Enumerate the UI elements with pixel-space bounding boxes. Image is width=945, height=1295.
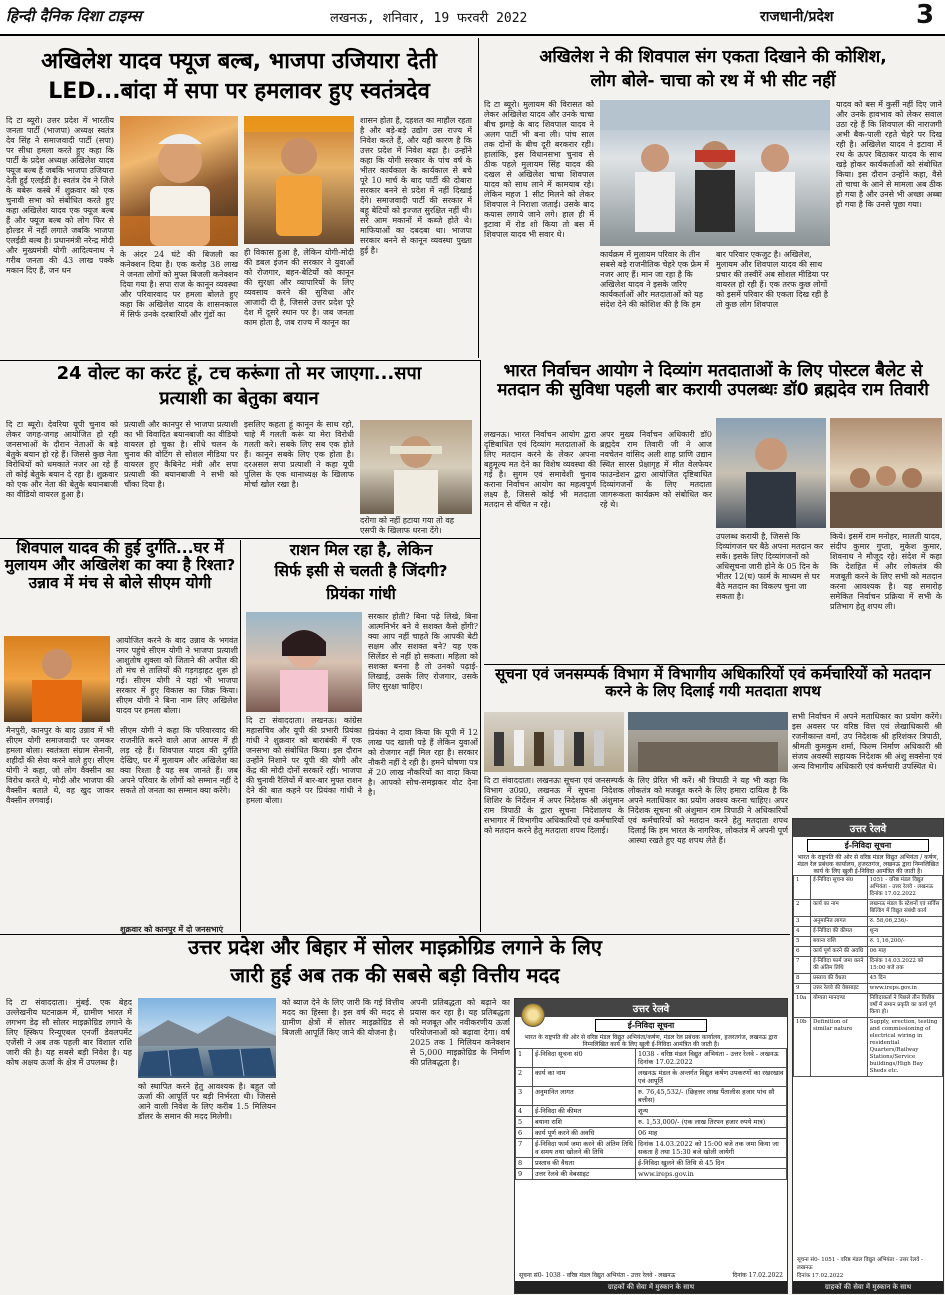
article4-headline: शिवपाल यादव की हुई दुर्गति...घर में मुलायम और अखिलेश का क्या है रिश्ता? उन्नाव में मंच से बोले सीएम योगी: [4, 539, 236, 592]
article8-headline1: उत्तर प्रदेश और बिहार में सोलर माइक्रोग्रिड लगाने के लिए: [188, 935, 602, 959]
article5-text-col1: सरकार होती? बिना पढ़े लिखे, बिना आत्मनिर्भर बने वे सशक्त कैसे होंगी? क्या आप नहीं चाहते कि आपकी बेटी सक्षम और सशक्त बने? यह एक सिलेंडर से नहीं हो सकता। महिला को सशक्त बनना है तो उनको पढ़ाई-लिखाई, उसके लिए रोजगार, उसके लिए सुरक्षा चाहिए।: [368, 612, 478, 691]
article6-caption: उपलब्ध करायी है, जिससे कि दिव्यांगजन घर बैठे अपना मतदान कर सकें। इसके लिए दिव्यांगजनों को अधिसूचना जारी होने के 05 दिन के भीतर 12(घ) फार्म के माध्यम से घर बैठे मतदान का विकल्प चुना जा सकता है।: [716, 532, 824, 601]
ad-banner: उत्तर रेलवे: [515, 999, 787, 1017]
article6-text-col2: अपर मुख्य निर्वाचन अधिकारी डॉ0 ब्रह्मदेव राम तिवारी जी ने आज नवचेतन वांसिद अली शाह प्राणि उद्यान स्थित सारस प्रेक्षागृह में मीत वेलफेयर फाउन्डेशन द्वारा आयोजित दृष्टिबाधित दिव्यांगजनों के लिए मतदाता जागरूकता कार्यक्रम को संबोधित कर रहे थे।: [600, 430, 712, 509]
article3-text-col1: दि टा ब्यूरो। देवरिया यूपी चुनाव को लेकर जगह-जगह आयोजित हो रही जनसभाओं के दौरान नेताओं के बड़े बेतुके बयान हो रहे हैं। जिससे कुछ नेता विरोधियों को धमकाते नजर आ रहे हैं तो कोई बेतुके बयान दे रहा है। शुक्रवार को एक और नेता की बेतुके बयानबाजी का वीडियो वायरल हुआ है।: [6, 420, 118, 499]
article1-headline1: अखिलेश यादव फ्यूज बल्ब, भाजपा उजियारा देती: [41, 49, 437, 74]
railway-tender-ad-center: [514, 998, 788, 1294]
tender-row-number: 3: [794, 917, 811, 927]
tender-row: [794, 984, 943, 994]
ad-title: ई-निविदा सूचना: [595, 1019, 707, 1032]
ad-intro: भारत के राष्ट्रपति की ओर से वरिष्ठ मंडल विद्युत अभियंता/कर्षण, मंडल रेल प्रबंधक कार्यालय, हजरतगंज, लखनऊ द्वारा निम्नलिखित कार्य के लिए खुली ई-निविदा आमंत्रित की जाती है।: [524, 1034, 778, 1048]
article2-headline2: लोग बोले- चाचा को रथ में भी सीट नहीं: [590, 71, 836, 91]
article4-text-col3: सीएम योगी ने कहा कि परिवारवाद की राजनीति करने वाले आज आपस में ही लड़ रहे हैं। शिवपाल यादव की दुर्गति देखिए, घर में मुलायम और अखिलेश का क्या रिश्ता है यह सब जानते हैं। जब अपने परिवार के लोगों को सम्मान नहीं दे सकते तो जनता का सम्मान क्या करेंगे।: [120, 726, 238, 795]
tender-row: [794, 974, 943, 984]
article3-text-col2: प्रत्याशी और कानपुर से भाजपा प्रत्याशी का भी विवादित बयानबाजी का वीडियो वायरल हो चुका है। सीधे चलन के चुनाव की वोटिंग से सोशल मीडिया पर वायरल हुए कैबिनेट मंत्री और सपा प्रत्याशी की बयानबाजी ने सभी को चौंका दिया है।: [124, 420, 238, 489]
article6-photo2: [830, 418, 942, 528]
tender-row-label: अनुमानित लागत: [811, 917, 868, 927]
tender-row-value: निविदाकर्ता ने पिछले तीन वित्तीय वर्षों में समान प्रकृति का कार्य पूर्ण किया हो।: [867, 994, 942, 1018]
tender-row-value: शून्य: [635, 1106, 786, 1117]
divider-horizontal-1: [0, 360, 480, 361]
article7-text-col2: के लिए प्रेरित भी करें। श्री त्रिपाठी ने यह भी कहा कि लोकतंत्र को मजबूत करने के लिए हमारा दायित्व है कि अपने मताधिकार का प्रयोग अवश्य करना चाहिए। अपर निदेशक सूचना श्री अंशुमान राम त्रिपाठी ने अधिकारियों एवं कर्मचारियों को मतदान करने हेतु मतदाता शपथ दिलाई कि हम भारत के नागरिक, लोकतंत्र में अपनी पूर्ण आस्था रखते हुए यह शपथ लेते हैं।: [628, 776, 788, 845]
tender-row-value: लखनऊ मंडल के अन्तर्गत विद्युत कर्षण उपकरणों का रखरखाव एवं आपूर्ति: [635, 1068, 786, 1087]
article5-headline2: सिर्फ इसी से चलती है जिंदगी?: [274, 562, 448, 580]
article8-text-col1: दि टा संवाददाता। मुंबई. एक बेहद उल्लेखनीय घटनाक्रम में, ग्रामीण भारत में लगभग डेढ़ सौ सोलर माइक्रोग्रिड लगाने के लिए ह्स्किप रिन्यूएबल एनर्जी डेवलपमेंट एजेंसी ने अब तक पहली बार विशाल राशि जारी की है। यह सबसे बड़ी निवेश है। यह कोष अक्षय ऊर्जा के क्षेत्र में उपलब्ध है।: [6, 998, 132, 1067]
article7-headline: सूचना एवं जनसम्पर्क विभाग में विभागीय अधिकारियों एवं कर्मचारियों को मतदान करने के लिए दिलाई गयी मतदाता शपथ: [495, 665, 931, 700]
tender-row-label: अनुमानित लागत: [533, 1087, 636, 1106]
tender-row-label: योग्यता मानदण्ड: [811, 994, 868, 1018]
tender-row: [516, 1068, 787, 1087]
tender-row-label: प्रस्ताव की वैधता: [811, 974, 868, 984]
right-ad-table: [793, 875, 943, 1077]
tender-row-number: 10a: [794, 994, 811, 1018]
tender-row-value: लखनऊ मंडल के स्टेशनों एवं सर्विस बिल्डिंग में विद्युत संबंधी कार्य: [867, 900, 942, 917]
tender-row-value: 1038 - वरिष्ठ मंडल विद्युत अभियंता - उत्तर रेलवे - लखनऊ दिनांक 17.02.2022: [635, 1049, 786, 1068]
article1-headline2: LED...बांदा में सपा पर हमलावर हुए स्वतंत्रदेव: [48, 79, 430, 104]
tender-row-number: 2: [794, 900, 811, 917]
article7-photo2: [628, 712, 788, 772]
tender-row-label: ई-निविदा फार्म जमा करने की अंतिम तिथि व समय तथा खोलने की तिथि: [533, 1139, 636, 1158]
tender-row-number: 9: [794, 984, 811, 994]
article3-text-col3: इसलिए कहता हूं कानून के साथ रहो, चाहे मैं गलती करूं या मेरा विरोधी गलती करे। सबके लिए सब एक होते हैं। कानून सबके लिए एक होता है। दरअसल सपा प्रत्याशी ने कहा यूपी पुलिस के एक थानाध्यक्ष के खिलाफ मोर्चा खोल रखा है।: [244, 420, 354, 489]
article1-text-col3: ही विकास हुआ है, लेकिन योगी-मोदी की डबल इंजन की सरकार ने युवाओं को रोजगार, बहन-बेटियों को कानून की सुरक्षा और व्यापारियों के लिए व्यवसाय करने की सुविधा और आजादी दी है, जिससे उत्तर प्रदेश पूरे देश में दूसरे स्थान पर है। जब जनता काम होता है, जब राज्य में कानून का: [244, 248, 354, 327]
article1-rally-photo: [244, 116, 354, 244]
tender-row-label: उत्तर रेलवे की वेबसाइट: [811, 984, 868, 994]
tender-row-number: 4: [794, 927, 811, 937]
article3-headline1: 24 वोल्ट का करंट हूं, टच करूंगा तो मर जाएगा...सपा: [56, 363, 422, 384]
tender-row: [516, 1128, 787, 1139]
right-ad-banner: उत्तर रेलवे: [793, 819, 943, 837]
tender-row-label: बयाना राशि: [811, 937, 868, 947]
tender-row-number: 4: [516, 1106, 533, 1117]
tender-row: [794, 1018, 943, 1077]
tender-row-value: www.ireps.gov.in: [635, 1169, 786, 1180]
tender-row-label: बयाना राशि: [533, 1117, 636, 1128]
audience-figure: [830, 418, 942, 528]
newspaper-name: हिन्दी दैनिक दिशा टाइम्स: [6, 7, 142, 25]
tender-row-number: 7: [516, 1139, 533, 1158]
tender-row-label: कार्य का नाम: [811, 900, 868, 917]
tender-row-number: 5: [794, 937, 811, 947]
tender-row: [794, 957, 943, 974]
speaker-figure: [120, 116, 238, 246]
ad-table: [515, 1048, 787, 1180]
tender-row: [794, 917, 943, 927]
tender-row-number: 8: [794, 974, 811, 984]
article2-text-col2: यादव को बस में कुर्सी नहीं दिए जाने और उनके हावभाव को लेकर सवाल उठा रहे हैं कि शिवपाल की नाराजगी अभी बैक-पाली रहते चेहरे पर दिख रही है। अखिलेश यादव ने इटावा में रथ के ऊपर बिठाकर यादव के साथ खड़े होकर कार्यकर्ताओं को संबोधित किया। इस दौरान उन्होंने कहा, वैसे तो चाचा के आने से मामला अब ठीक हो गया है और उनसे भी अच्छा अब्बा हो गया है कि उनसे पूछा गया।: [836, 100, 942, 209]
article1-text-col4: शासन होता है, दहशत का माहौल रहता है और बड़े-बड़े उद्योग उस राज्य में निवेश करते हैं, और यही कारण है कि उत्तर प्रदेश में निवेश बढ़ा है। उन्होंने कहा कि योगी सरकार के पांच वर्ष के भीतर कार्यकाल के कार्यकाल से बचे पूरे 10 मार्च के बाद पार्टी की दोबारा सरकार बनने से प्रदेश में नहीं दिखाई देंगे। समाजवादी पार्टी की सरकार में बहू बेटियों को इज्जत सुरक्षित नहीं थी। सरे आम मकानों में कब्जे होते थे। माफियाओं का दबदबा था। भाजपा सरकार बनने से कानून व्यवस्था पुख्ता हुई है।: [360, 116, 472, 255]
tender-row: [516, 1139, 787, 1158]
tender-row-label: प्रस्ताव की वैधता: [533, 1158, 636, 1169]
tender-row-label: ई-निविदा सूचना सं0: [811, 876, 868, 900]
article4-footnote: शुक्रवार को कानपुर में दो जनसभाएं: [120, 924, 223, 934]
article8-text-col4: अपनी प्रतिबद्धता को बढ़ाने का प्रयास कर रहा है। यह प्रतिबद्धता को मजबूत और नवीकरणीय ऊर्जा परियोजनाओं को बढ़ावा देगा। वर्ष 2025 तक 1 मिलियन कनेक्शन से 5,000 माइक्रोग्रिड के निर्माण की प्रतिबद्धता है।: [410, 998, 510, 1067]
article5-text-col3: प्रियंका ने दावा किया कि यूपी में 12 लाख पद खाली पड़े हैं लेकिन युवाओं को रोजगार नहीं मिल रहा है। सरकार नौकरी नहीं दे रही है। हमने घोषणा पत्र में 20 लाख नौकरियों का वादा किया है। आपको सोच-समझकर वोट देना है।: [368, 728, 478, 797]
article8-headline2: जारी हुई अब तक की सबसे बड़ी वित्तीय मदद: [230, 963, 560, 987]
tender-row-label: कार्य पूर्ण करने की अवधि: [533, 1128, 636, 1139]
tender-row-number: 3: [516, 1087, 533, 1106]
right-ad-intro: भारत के राष्ट्रपति की ओर से वरिष्ठ मंडल विद्युत अभियंता / कर्षण, मंडल रेल प्रबंधक कार्यालय, हजरतगंज, लखनऊ द्वारा निम्नलिखित कार्य के लिए खुली ई-निविदा आमंत्रित की जाती है।: [797, 854, 939, 875]
article6-text-col1: लखनऊ। भारत निर्वाचन आयोग द्वारा दृष्टिबाधित एवं दिव्यांग मतदाताओं के लिए मतदान करने के लेकर अपना बहुमूल्य मत देने का विशेष व्यवस्था की गई है। सुगम एवं समावेशी चुनाव कराना निर्वाचन आयोग का महत्वपूर्ण लक्ष्य है, जिससे कोई भी मतदाता मतदान से वंचित न रहे।: [484, 430, 596, 509]
article4-photo: [4, 636, 110, 722]
oath-group-figure: [484, 712, 624, 772]
oath-hall-figure: [628, 712, 788, 772]
right-ad-signature: सूचना सं0- 1051 - वरिष्ठ मंडल विद्युत अभियंता - उत्तर रेलवे - लखनऊ: [797, 1257, 923, 1271]
article5-headline3: प्रियंका गांधी: [326, 585, 396, 603]
tender-row-label: कार्य पूर्ण करने की अवधि: [811, 947, 868, 957]
tender-row-number: 6: [516, 1128, 533, 1139]
article7-text-col1: दि टा संवाददाता। लखनऊः सूचना एवं जनसम्पर्क विभाग उ0प्र0, लखनऊ में सूचना निदेशक शिशिर के निर्देशन में अपर निदेशक श्री अंशुमान राम त्रिपाठी के द्वारा सूचना निदेशालय के सभागार में विभागीय अधिकारियों एवं कर्मचारियों को मतदान करने हेतु मतदाता शपथ दिलाई।: [484, 776, 624, 835]
tender-row-value: www.ireps.gov.in: [867, 984, 942, 994]
tender-row-label: कार्य का नाम: [533, 1068, 636, 1087]
bus-group-figure: [600, 100, 830, 246]
article8-solar-photo: [138, 998, 276, 1078]
tender-row-value: रु. 1,16,200/-: [867, 937, 942, 947]
ad-signature: सूचना सं0- 1038 - वरिष्ठ मंडल विद्युत अभियंता - उत्तर रेलवे - लखनऊ: [519, 1272, 676, 1279]
tender-row-value: 06 माह: [635, 1128, 786, 1139]
divider-vertical-3: [480, 360, 481, 932]
article7-photo1: [484, 712, 624, 772]
candidate-figure: [360, 420, 472, 514]
tender-row-value: रु. 76,45,532/- (छिहत्तर लाख पैंतालीस हजार पांच सौ बत्तीस): [635, 1087, 786, 1106]
tender-row-value: दिनांक 14.03.2022 को 15:00 बजे तक: [867, 957, 942, 974]
issue-date: लखनऊ, शनिवार, 19 फरवरी 2022: [330, 11, 528, 26]
official-figure: [716, 418, 826, 528]
article8-text-col2: को स्थापित करने हेतु आवश्यक है। बहुत जो ऊर्जा की आपूर्ति पर बड़ी निर्भरता थी। जिससे आने वाली निवेश के लिए करीब 1.5 मिलियन डॉलर के समान की मदद मिलेगी।: [138, 1082, 276, 1121]
tender-row: [516, 1117, 787, 1128]
railway-tender-ad-right: [792, 818, 944, 1294]
tender-row-value: रु. 1,53,000/- (एक लाख तिरपन हजार रुपये मात्र): [635, 1117, 786, 1128]
tender-row-value: Supply, erection, testing and commissioning of electrical wiring in residential Quarters/Railway Stations/Service buildings/High Bay Sheds etc.: [867, 1018, 942, 1077]
tender-row: [516, 1087, 787, 1106]
article2-text-col1: दि टा ब्यूरो। मुलायम की विरासत को लेकर अखिलेश यादव और उनके चाचा बीच झगड़े के बाद शिवपाल यादव ने अलग पार्टी भी बना ली। पांच साल तक दोनों के बीच दूरी बरकरार रही। हालांकि, इस विधानसभा चुनाव से ठीक पहले मुलायम सिंह यादव की दखल से अखिलेश चाचा शिवपाल यादव को साथ लाने में कामयाब रहे। लेकिन महज 1 सीट मिलने को लेकर शिवपाल ने निराशा जताई। उसके बाद कयास लगाये जाने लगे। हाल ही में इटावा में रोड शो किया तो बस में शिवपाल यादव भी सवार थे।: [484, 100, 594, 239]
section-name: राजधानी/प्रदेश: [760, 9, 834, 25]
article1-text-col2: के अंदर 24 घंटे की बिजली का कनेक्शन दिया है। एक करोड़ 38 लाख ने जनता लोगों को मुफ्त बिजली कनेक्शन दिया गया है। सपा राज के कानून व्यवस्था और परिवारवाद पर हमला बोलते हुए कहा कि अखिलेश यादव के शासनकाल में सिर्फ उनके दरबारियों और गुंडों का: [120, 250, 238, 319]
tender-row-number: 8: [516, 1158, 533, 1169]
tender-row: [794, 927, 943, 937]
article2-caption1: कार्यक्रम में मुलायम परिवार के तीन सबसे बड़े राजनीतिक चेहरे एक फ्रेम में नजर आए हैं। मान जा रहा है कि अखिलेश यादव ने इसके जरिए कार्यकर्ताओं और मतदाताओं को यह संदेश देने की कोशिश की है कि हम: [600, 250, 709, 309]
right-ad-date: दिनांक 17.02.2022: [797, 1273, 844, 1279]
tender-row-number: 7: [794, 957, 811, 974]
ad-footer: ग्राहकों की सेवा में मुस्कान के साथ: [515, 1281, 787, 1293]
priyanka-figure: [246, 612, 362, 712]
article3-photo: [360, 420, 472, 514]
article4-text-col2: मैनपुरी, कानपुर के बाद उन्नाव में भी सीएम योगी समाजवादी पर जमकर हमला बोला। स्वतंत्रता संग्राम सेनानी, शहीदों की सेवा करने वाले हुए। सीएम योगी ने कहा, जो लोग वैक्सीन का विरोध करते थे, मोदी और भाजपा की वैक्सीन बताते थे, वह खुद जाकर वैक्सीन लगवाई।: [6, 726, 114, 805]
rally-figure: [244, 116, 354, 244]
article2-photo: [600, 100, 830, 246]
tender-row: [794, 900, 943, 917]
tender-row-label: Definition of similar nature: [811, 1018, 868, 1077]
article5-photo: [246, 612, 362, 712]
tender-row: [516, 1106, 787, 1117]
tender-row-number: 6: [794, 947, 811, 957]
article1-text-col1: दि टा ब्यूरो। उत्तर प्रदेश में भारतीय जनता पार्टी (भाजपा) अध्यक्ष स्वतंत्र देव सिंह ने समाजवादी पार्टी (सपा) पर सीधा हमला करते हुए कहा कि पार्टी के प्रदेश अध्यक्ष अखिलेश यादव फ्यूज बल्ब हैं जबकि भाजपा उजियारा देती हुई एलईडी है। स्वतंत्र देव ने जिले के बबेरू कस्बे में शुक्रवार को एक चुनावी सभा को संबोधित करते हुए कहा अखिलेश यादव एक फ्यूज बल्ब हैं और फ्यूज बल्ब को लोग फिर से होल्डर में नहीं लगाते जबकि भाजपा एलईडी बल्ब है। प्रधानमंत्री नरेन्द्र मोदी और मुख्यमंत्री योगी आदित्यनाथ ने गरीब जनता की 43 लाख पक्के मकान दिए हैं, जन धन: [6, 116, 114, 275]
tender-row: [516, 1158, 787, 1169]
tender-row-number: 2: [516, 1068, 533, 1087]
right-ad-title: ई-निविदा सूचना: [807, 839, 929, 852]
article6-photo1: [716, 418, 826, 528]
yogi-figure: [4, 636, 110, 722]
article6-text-col3: किये। इसमें राम मनोहर, मालती यादव, संदीप कुमार गुप्ता, मुकेश कुमार, शिवनाथ ने मौजूद रहे। संदेश में कहा कि देशहित में और लोकतंत्र की मजबूती करने के लिए सभी को मतदान करना आवश्यक है। यह समारोह समेकित निर्वाचन प्रक्रिया में सभी के प्रतिभाग हेतु शपथ ली।: [830, 532, 942, 611]
tender-row: [794, 994, 943, 1018]
tender-row-label: ई-निविदा फार्म जमा करने की अंतिम तिथि: [811, 957, 868, 974]
solar-panels-figure: [138, 998, 276, 1078]
tender-row-value: 1051 - वरिष्ठ मंडल विद्युत अभियंता - उत्तर रेलवे - लखनऊ दिनांक 17.02.2022: [867, 876, 942, 900]
tender-row-number: 10b: [794, 1018, 811, 1077]
tender-row-value: 45 दिन: [867, 974, 942, 984]
article8-text-col3: को ब्याज देने के लिए जारी कि गई वित्तीय मदद का हिस्सा है। इस वर्ष की मदद से ग्रामीण क्षेत्रों में सोलर माइक्रोग्रिड से बिजली आपूर्ति किए जाने की योजना है।: [282, 998, 404, 1037]
article6-headline: भारत निर्वाचन आयोग ने दिव्यांग मतदाताओं के लिए पोस्टल बैलेट से मतदान की सुविधा पहली बार करायी उपलब्धः डॉ0 ब्रह्मदेव राम तिवारी: [497, 361, 929, 401]
ad-date: दिनांक 17.02.2022: [732, 1272, 783, 1279]
tender-row-label: ई-निविदा की कीमत: [811, 927, 868, 937]
article1-photo: [120, 116, 238, 246]
tender-row-value: रु. 58,06,236/-: [867, 917, 942, 927]
tender-row-label: ई-निविदा सूचना सं0: [533, 1049, 636, 1068]
tender-row: [794, 876, 943, 900]
article3-caption: दरोगा को नहीं हटाया गया तो वह एसपी के खिलाफ धरना देंगे।: [360, 516, 455, 535]
article3-headline2: प्रत्याशी का बेतुका बयान: [159, 388, 319, 409]
page-header: [0, 0, 945, 36]
tender-row-value: शून्य: [867, 927, 942, 937]
tender-row-label: ई-निविदा की कीमत: [533, 1106, 636, 1117]
page-number: 3: [905, 0, 945, 34]
tender-row-number: 1: [794, 876, 811, 900]
tender-row-number: 5: [516, 1117, 533, 1128]
article2-headline1: अखिलेश ने की शिवपाल संग एकता दिखाने की कोशिश,: [539, 47, 887, 67]
article2-caption2: बार परिवार एकजुट है। अखिलेश, मुलायम और शिवपाल यादव की साथ प्रचार की तस्वीरें अब सोशल मीडिया पर वायरल हो रही हैं। एक तरफ कुछ लोगों को इसमें परिवार की एकता दिख रही है तो कुछ लोग शिवपाल: [716, 250, 829, 309]
divider-vertical-1: [478, 38, 479, 358]
tender-row-value: 06 माह: [867, 947, 942, 957]
article5-text-col2: दि टा संवाददाता। लखनऊ। कांग्रेस महासचिव और यूपी की प्रभारी प्रियंका गांधी ने शुक्रवार को बाराबंकी में एक जनसभा को संबोधित किया। इस दौरान उन्होंने निशाने पर यूपी की योगी और केंद्र की मोदी दोनों सरकारें रहीं। भाजपा की चुनावी रैलियों में बार-बार मुफ्त राशन देने की बात कहने पर प्रियंका गांधी ने हमला बोला।: [246, 716, 362, 805]
tender-row-label: उत्तर रेलवे की वेबसाइट: [533, 1169, 636, 1180]
article7-text-col3: सभी निर्वाचन में अपने मताधिकार का प्रयोग करेंगे। इस अवसर पर वरिष्ठ वित्त एवं लेखाधिकारी श्री रजनीकान्त वर्मा, उप निदेशक श्री हरिशंकर त्रिपाठी, श्रीमती कुमकुम शर्मा, फिल्म निर्माण अधिकारी श्री संजय अवस्थी सहायक निदेशक श्री अंशु सक्सेना एवं अन्य विभागीय अधिकारी एवं कर्मचारी उपस्थित थे।: [792, 712, 942, 771]
tender-row: [794, 947, 943, 957]
tender-row: [516, 1169, 787, 1180]
tender-row-value: दिनांक 14.03.2022 को 15:00 बजे तक जमा किया जा सकता है तथा 15:30 बजे खोली जायेगी: [635, 1139, 786, 1158]
article5-headline1: राशन मिल रहा है, लेकिन: [289, 541, 433, 559]
divider-vertical-2: [240, 540, 241, 932]
tender-row: [516, 1049, 787, 1068]
article4-text-col1: आयोजित करने के बाद उन्नाव के भगवंत नगर पहुंचे सीएम योगी ने भाजपा प्रत्याशी आशुतोष शुक्ला को जिताने की अपील की तो मंच से तालियों की गड़गड़ाहट शुरू हो गई। सीएम योगी ने यहां भी भाजपा सरकार में हुए विकास का जिक्र किया। सीएम योगी ने बिना नाम लिए अखिलेश यादव पर हमला बोला।: [116, 636, 238, 715]
tender-row: [794, 937, 943, 947]
right-ad-footer: ग्राहकों की सेवा में मुस्कान के साथ: [793, 1281, 943, 1293]
railway-logo-icon: [521, 1003, 545, 1027]
tender-row-number: 1: [516, 1049, 533, 1068]
tender-row-number: 9: [516, 1169, 533, 1180]
tender-row-value: ई-निविदा खुलने की तिथि से 45 दिन: [635, 1158, 786, 1169]
